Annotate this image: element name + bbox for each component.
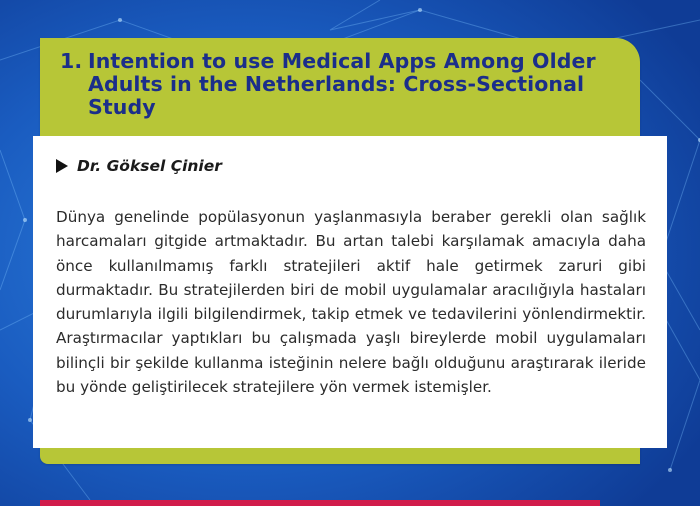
article-content-box: [33, 136, 667, 448]
next-card-edge: [40, 500, 600, 506]
author-name: Dr. Göksel Çinier: [77, 157, 222, 175]
article-title: [60, 50, 620, 119]
article-title-text: Intention to use Medical Apps Among Older Adults in the Netherlands: Cross-Sectional Study: [88, 49, 596, 119]
arrow-right-icon: [56, 159, 68, 173]
article-number: 1.: [60, 49, 83, 73]
article-body: Dünya genelinde popülasyonun yaşlanmasıyla beraber gerekli olan sağlık harcamaları gitgide artmaktadır. Bu artan talebi karşılamak amacıyla daha önce kullanılmamış farklı stratejileri aktif hale getirmek zaruri gibi durmaktadır. Bu stratejilerden biri de mobil uygulamalar aracılığıyla hastaları durumlarıyla ilgili bilgilendirmek, takip etmek ve tedavilerini yönlendirmektir. Araştırmacılar yaptıkları bu çalışmada yaşlı bireylerde mobil uygulamaları bilinçli bir şekilde kullanma isteğinin nelere bağlı olduğunu araştırarak ileride bu yönde geliştirilecek stratejilere yön vermek istemişler.: [56, 208, 646, 397]
author-row: [56, 156, 222, 176]
